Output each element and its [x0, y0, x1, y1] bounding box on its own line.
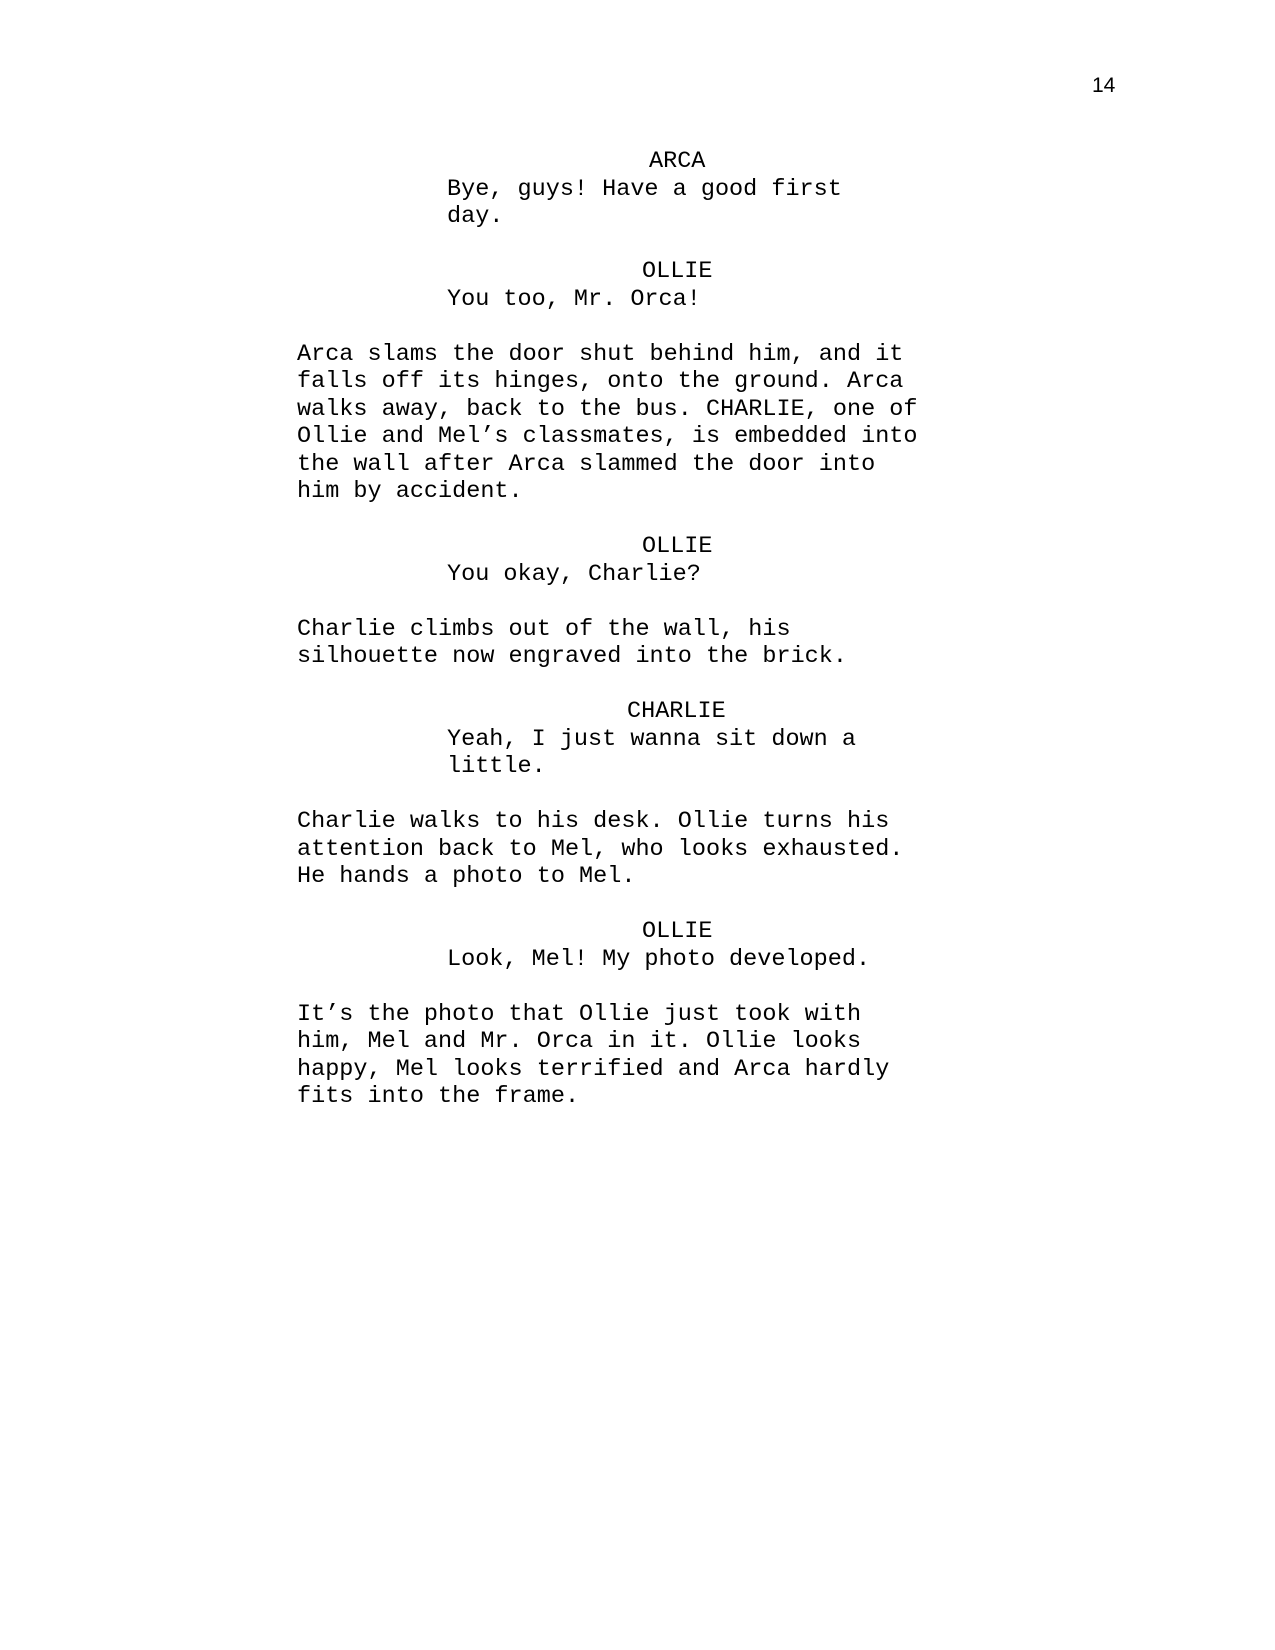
screenplay-body: [297, 148, 977, 1111]
action-paragraph: Charlie walks to his desk. Ollie turns his attention back to Mel, who looks exhausted. He hands a photo to Mel.: [297, 808, 904, 890]
dialogue-block-ollie: [297, 918, 977, 973]
spacer: [297, 671, 977, 699]
spacer: [297, 891, 977, 919]
spacer: [297, 231, 977, 259]
dialogue-line: You too, Mr. Orca!: [447, 285, 701, 313]
dialogue-line: Look, Mel! My photo developed.: [447, 945, 871, 973]
spacer: [297, 588, 977, 616]
action-paragraph: It’s the photo that Ollie just took with him, Mel and Mr. Orca in it. Ollie looks happy, Mel looks terrified and Arca hardly fits into the frame.: [297, 1000, 890, 1110]
character-name: OLLIE: [642, 918, 713, 945]
action-paragraph: Arca slams the door shut behind him, and it falls off its hinges, onto the ground. Arca walks away, back to the bus. CHARLIE, one of Ollie and Mel’s classmates, is embedded into the wall after Arca slammed the door into him by accident.: [297, 340, 918, 505]
dialogue-block-ollie: [297, 533, 977, 588]
spacer: [297, 973, 977, 1001]
dialogue-block-charlie: [297, 698, 977, 781]
dialogue-block-arca: [297, 148, 977, 231]
dialogue-line: You okay, Charlie?: [447, 560, 701, 588]
dialogue-line: Yeah, I just wanna sit down a little.: [447, 725, 856, 780]
character-name: OLLIE: [642, 533, 713, 560]
spacer: [297, 781, 977, 809]
character-name: OLLIE: [642, 258, 713, 285]
spacer: [297, 506, 977, 534]
character-name: CHARLIE: [627, 698, 726, 725]
page-number: 14: [1092, 74, 1116, 97]
spacer: [297, 313, 977, 341]
dialogue-block-ollie: [297, 258, 977, 313]
action-paragraph: Charlie climbs out of the wall, his silhouette now engraved into the brick.: [297, 615, 847, 670]
character-name: ARCA: [649, 148, 706, 175]
dialogue-line: Bye, guys! Have a good first day.: [447, 175, 856, 230]
